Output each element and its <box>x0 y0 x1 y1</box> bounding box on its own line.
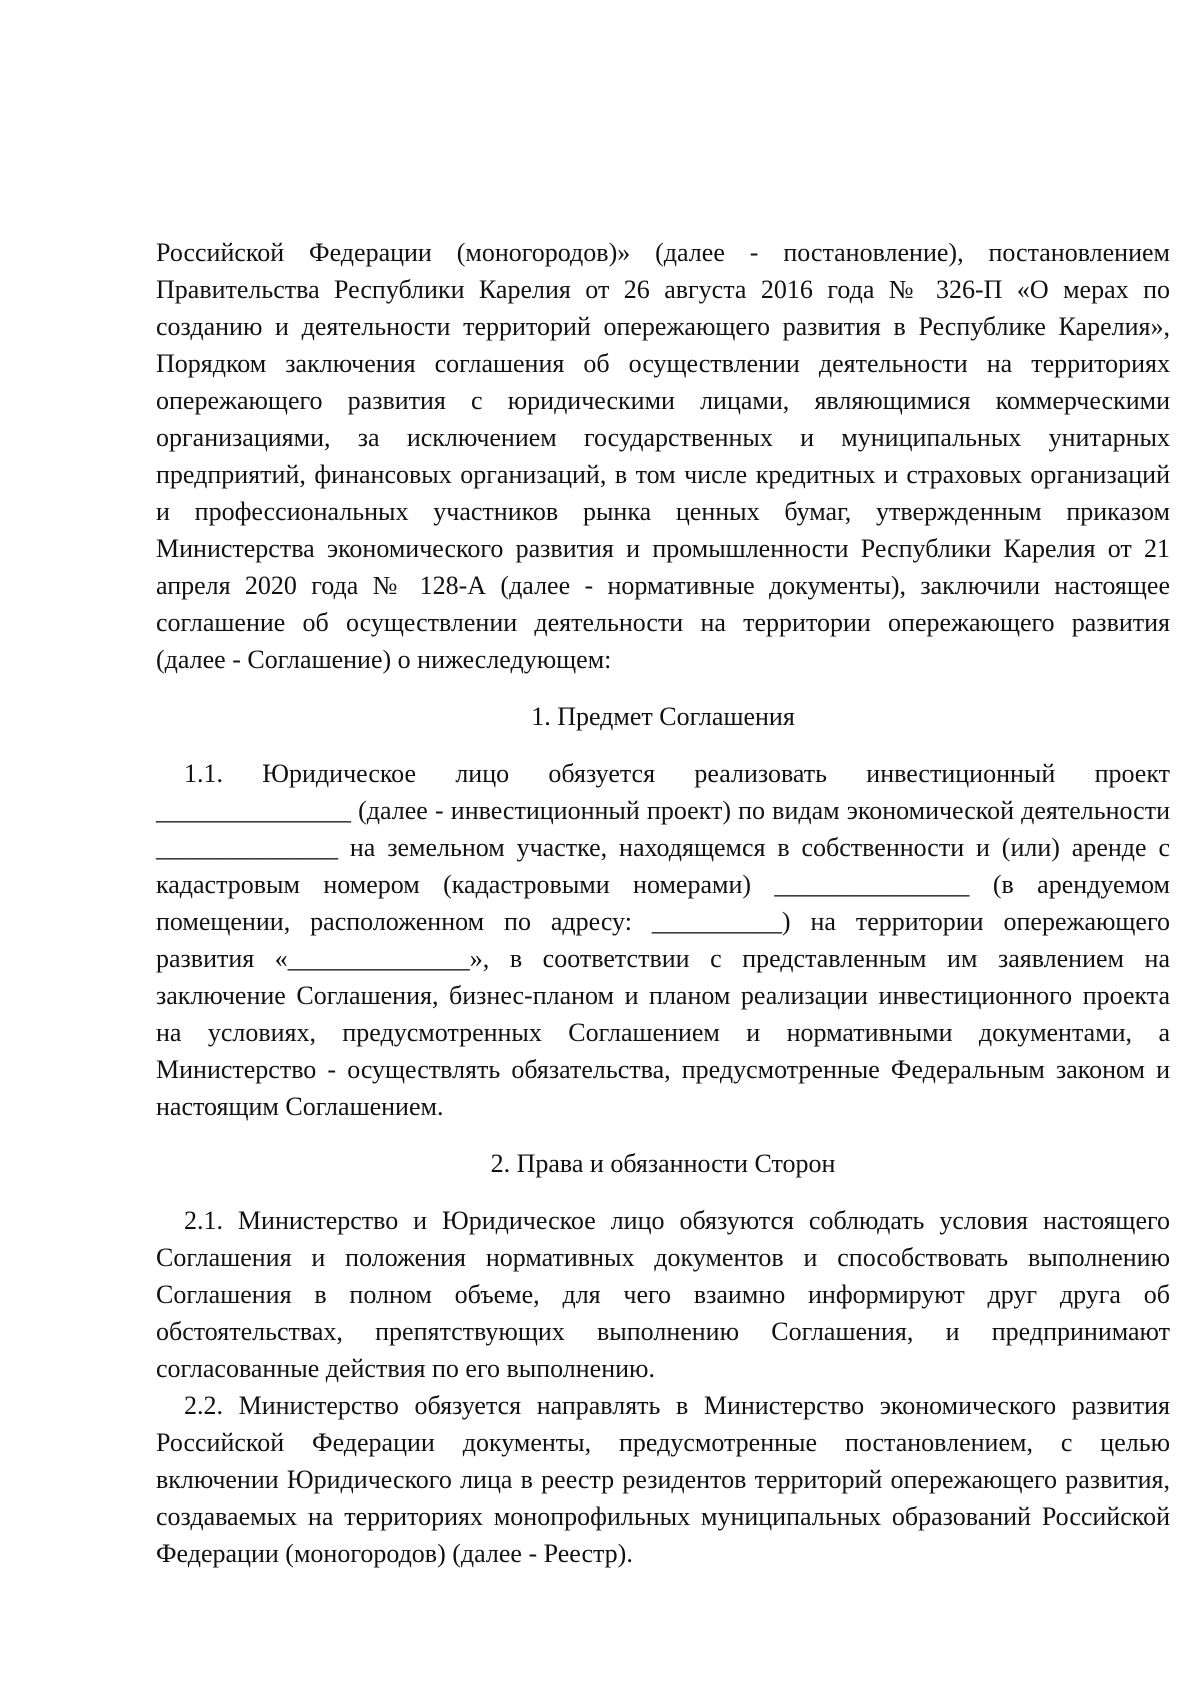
section-2-heading: 2. Права и обязанности Сторон <box>490 1149 836 1178</box>
paragraph-2-1: 2.1. Министерство и Юридическое лицо обязуются соблюдать условия настоящего Соглашения и положения нормативных документов и способствовать выполнению Соглашения в полном объеме, для чего взаимно информируют друг друга об обстоятельствах, препятствующих выполнению Соглашения, и предпринимают согласованные действия по его выполнению. <box>156 1206 1170 1383</box>
paragraph-2-2: 2.2. Министерство обязуется направлять в Министерство экономического развития Российской Федерации документы, предусмотренные постановлением, с целью включении Юридического лица в реестр резидентов территорий опережающего развития, создаваемых на территориях монопрофильных муниципальных образований Российской Федерации (моногородов) (далее - Реестр). <box>156 1391 1170 1568</box>
intro-paragraph: Российской Федерации (моногородов)» (далее - постановление), постановлением Правительства Республики Карелия от 26 августа 2016 года № 326-П «О мерах по созданию и деятельности территорий опережающего развития в Республике Карелия», Порядком заключения соглашения об осуществлении деятельности на территориях опережающего развития с юридическими лицами, являющимися коммерческими организациями, за исключением государственных и муниципальных унитарных предприятий, финансовых организаций, в том числе кредитных и страховых организаций и профессиональных участников рынка ценных бумаг, утвержденным приказом Министерства экономического развития и промышленности Республики Карелия от 21 апреля 2020 года № 128-А (далее - нормативные документы), заключили настоящее соглашение об осуществлении деятельности на территории опережающего развития (далее - Соглашение) о нижеследующем: <box>156 238 1170 674</box>
section-1-heading: 1. Предмет Соглашения <box>531 702 795 731</box>
document-body <box>156 234 1170 1572</box>
paragraph-1-1: 1.1. Юридическое лицо обязуется реализовать инвестиционный проект _______________ (далее - инвестиционный проект) по видам экономической деятельности ______________ на земельном участке, находящемся в собственности и (или) аренде с кадастровым номером (кадастровыми номерами) _______________ (в арендуемом помещении, расположенном по адресу: __________) на территории опережающего развития «______________», в соответствии с представленным им заявлением на заключение Соглашения, бизнес-планом и планом реализации инвестиционного проекта на условиях, предусмотренных Соглашением и нормативными документами, а Министерство - осуществлять обязательства, предусмотренные Федеральным законом и настоящим Соглашением. <box>156 759 1170 1121</box>
